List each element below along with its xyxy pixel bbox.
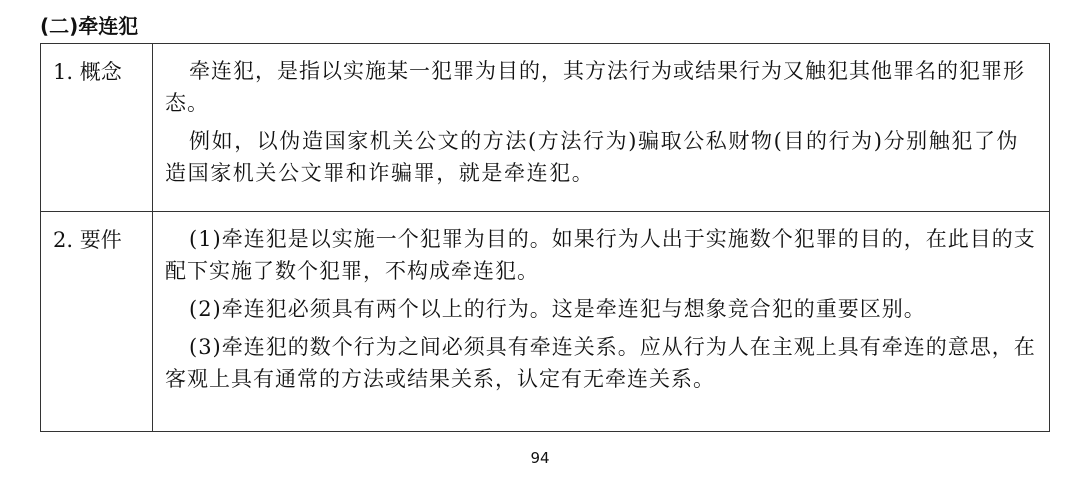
row-label-concept: 1. 概念 [41,44,153,212]
row-content-elements [153,212,1050,432]
example-paragraph: 例如，以伪造国家机关公文的方法(方法行为)骗取公私财物(目的行为)分别触犯了伪造国家机关公文罪和诈骗罪，就是牵连犯。 [165,129,1020,185]
section-title: (二)牵连犯 [40,14,139,38]
element-paragraph-1: (1)牵连犯是以实施一个犯罪为目的。如果行为人出于实施数个犯罪的目的，在此目的支配下实施了数个犯罪，不构成牵连犯。 [165,227,1036,283]
element-paragraph-2: (2)牵连犯必须具有两个以上的行为。这是牵连犯与想象竞合犯的重要区别。 [189,297,926,321]
definition-paragraph: 牵连犯，是指以实施某一犯罪为目的，其方法行为或结果行为又触犯其他罪名的犯罪形态。 [165,59,1025,115]
row-label-elements: 2. 要件 [41,212,153,432]
table-row-concept [41,44,1050,212]
table-row-elements [41,212,1050,432]
concept-table [40,43,1050,432]
row-content-concept [153,44,1050,212]
element-paragraph-3: (3)牵连犯的数个行为之间必须具有牵连关系。应从行为人在主观上具有牵连的意思，在客观上具有通常的方法或结果关系，认定有无牵连关系。 [165,335,1036,391]
page-number: 94 [530,449,550,467]
